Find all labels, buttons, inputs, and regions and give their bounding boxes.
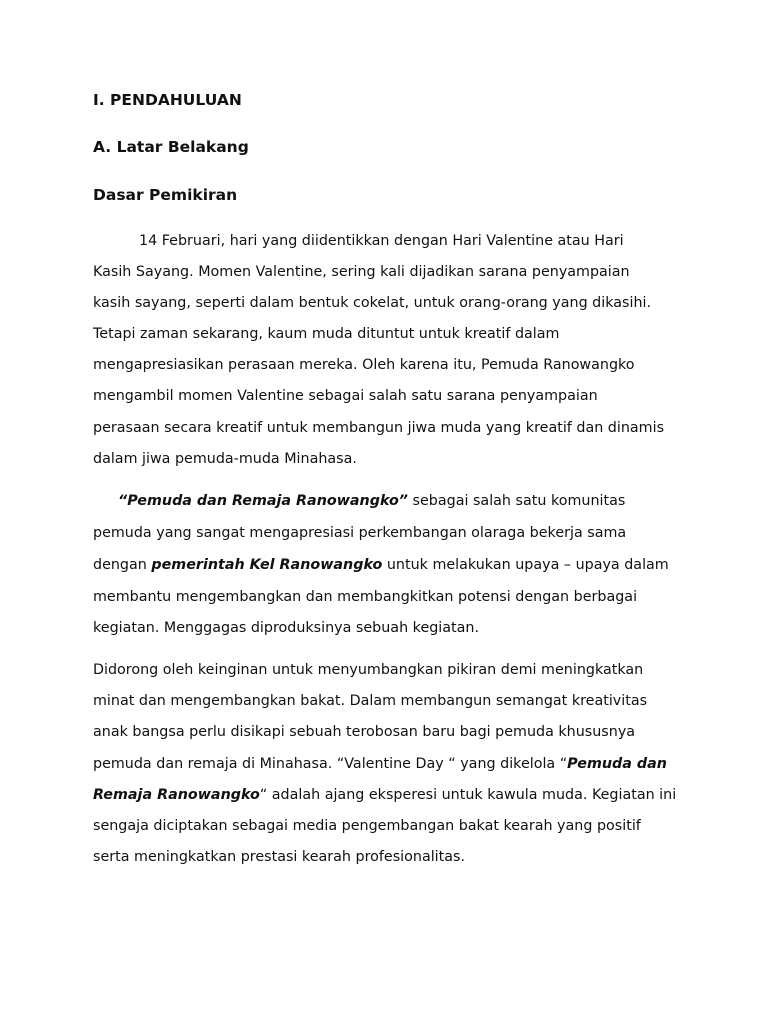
paragraph-line bbox=[93, 557, 669, 573]
paragraph-line: mengapresiasikan perasaan mereka. Oleh karena itu, Pemuda Ranowangko bbox=[93, 357, 635, 373]
paragraph-text: sebagai salah satu komunitas bbox=[408, 493, 626, 509]
paragraph-line: sengaja diciptakan sebagai media pengembangan bakat kearah yang positif bbox=[93, 818, 641, 834]
paragraph-line: Tetapi zaman sekarang, kaum muda dituntut untuk kreatif dalam bbox=[93, 326, 560, 342]
paragraph-text: untuk melakukan upaya – upaya dalam bbox=[382, 557, 669, 573]
paragraph-line bbox=[118, 493, 625, 509]
paragraph-line: 14 Februari, hari yang diidentikkan dengan Hari Valentine atau Hari bbox=[139, 233, 624, 249]
paragraph-line: kegiatan. Menggagas diproduksinya sebuah kegiatan. bbox=[93, 620, 480, 636]
paragraph-line: pemuda yang sangat mengapresiasi perkembangan olaraga bekerja sama bbox=[93, 525, 627, 541]
paragraph-line: anak bangsa perlu disikapi sebuah terobosan baru bagi pemuda khususnya bbox=[93, 724, 636, 740]
section-heading: A. Latar Belakang bbox=[93, 138, 249, 156]
paragraph-text: dengan bbox=[93, 557, 152, 573]
chapter-heading: I. PENDAHULUAN bbox=[93, 91, 242, 109]
paragraph-line bbox=[93, 787, 676, 803]
paragraph-line: minat dan mengembangkan bakat. Dalam membangun semangat kreativitas bbox=[93, 693, 648, 709]
paragraph-line: perasaan secara kreatif untuk membangun jiwa muda yang kreatif dan dinamis bbox=[93, 420, 665, 436]
paragraph-text: “ adalah ajang eksperesi untuk kawula muda. Kegiatan ini bbox=[259, 787, 677, 803]
paragraph-line: mengambil momen Valentine sebagai salah satu sarana penyampaian bbox=[93, 388, 598, 404]
paragraph-line: Didorong oleh keinginan untuk menyumbangkan pikiran demi meningkatkan bbox=[93, 662, 644, 678]
emphasis-text: Remaja Ranowangko bbox=[93, 787, 260, 803]
emphasis-text: “Pemuda dan Remaja Ranowangko” bbox=[118, 493, 408, 509]
subsection-heading: Dasar Pemikiran bbox=[93, 186, 238, 204]
emphasis-text: Pemuda dan bbox=[567, 756, 667, 772]
paragraph-text: pemuda dan remaja di Minahasa. “Valentine Day “ yang dikelola “ bbox=[93, 756, 568, 772]
paragraph-line: Kasih Sayang. Momen Valentine, sering kali dijadikan sarana penyampaian bbox=[93, 264, 630, 280]
paragraph-line: serta meningkatkan prestasi kearah profesionalitas. bbox=[93, 849, 466, 865]
paragraph-line: kasih sayang, seperti dalam bentuk cokelat, untuk orang-orang yang dikasihi. bbox=[93, 295, 652, 311]
emphasis-text: pemerintah Kel Ranowangko bbox=[151, 557, 383, 573]
paragraph-line bbox=[93, 756, 667, 772]
paragraph-line: dalam jiwa pemuda-muda Minahasa. bbox=[93, 451, 357, 467]
paragraph-line: membantu mengembangkan dan membangkitkan potensi dengan berbagai bbox=[93, 589, 638, 605]
